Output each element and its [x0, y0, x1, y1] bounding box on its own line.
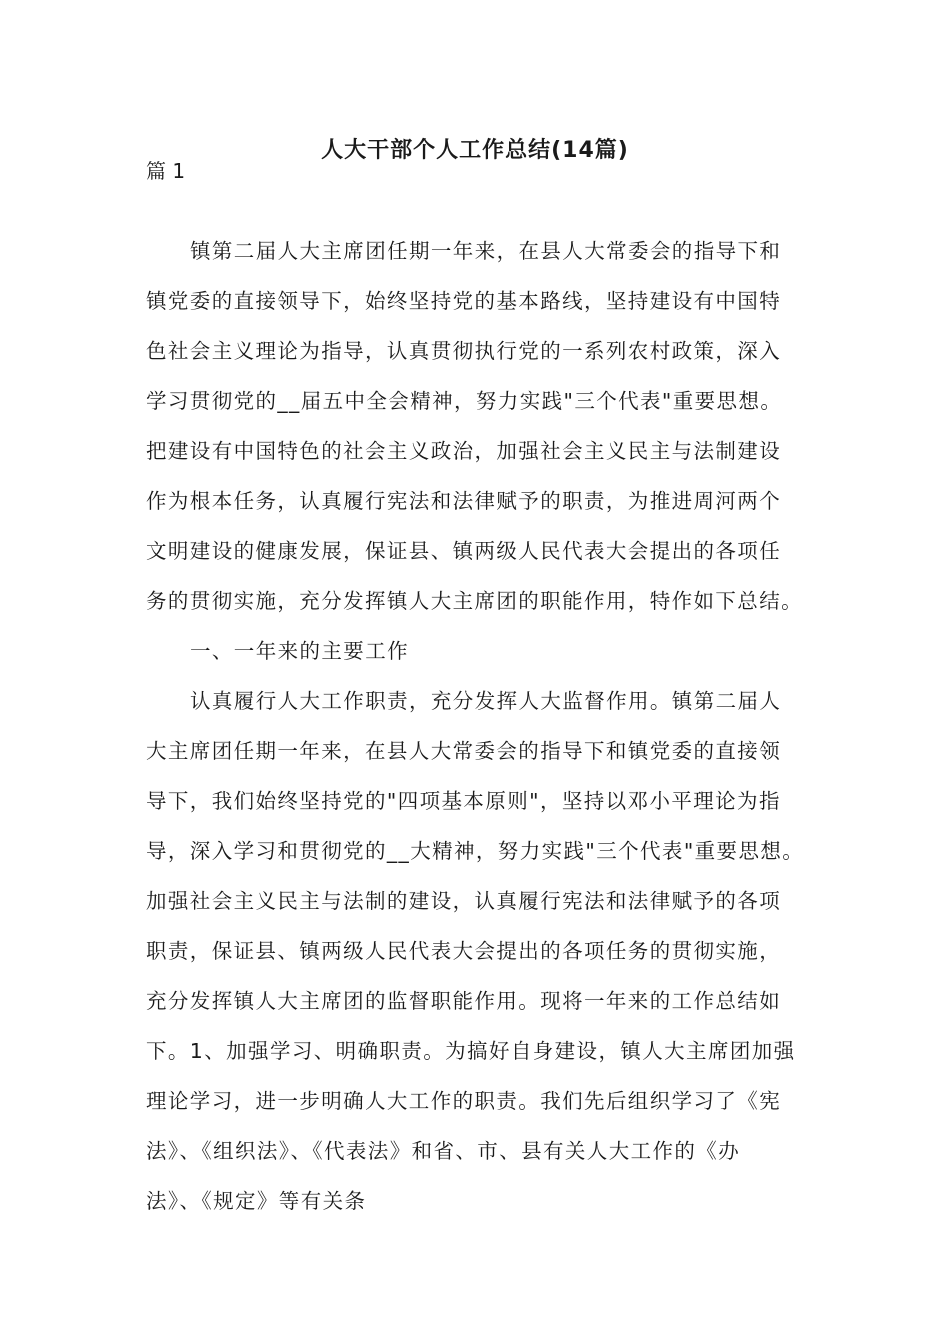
- section-heading: 一、一年来的主要工作: [190, 639, 409, 663]
- paragraph-line: 认真履行人大工作职责，充分发挥人大监督作用。镇第二届人: [190, 689, 782, 713]
- paragraph-line: 把建设有中国特色的社会主义政治，加强社会主义民主与法制建设: [146, 439, 782, 463]
- paragraph-line: 法》、《组织法》、《代表法》和省、市、县有关人大工作的《办: [146, 1139, 741, 1163]
- paragraph-line: 作为根本任务，认真履行宪法和法律赋予的职责，为推进周河两个: [146, 489, 782, 513]
- paragraph-line: 理论学习，进一步明确人大工作的职责。我们先后组织学习了《宪: [146, 1089, 782, 1113]
- paragraph-line: 加强社会主义民主与法制的建设，认真履行宪法和法律赋予的各项: [146, 889, 782, 913]
- paragraph-line: 务的贯彻实施，充分发挥镇人大主席团的职能作用，特作如下总结。: [146, 589, 803, 613]
- section-label: 篇 1: [146, 159, 186, 183]
- paragraph-line: 下。1、加强学习、明确职责。为搞好自身建设，镇人大主席团加强: [146, 1039, 796, 1063]
- document-body: [146, 232, 826, 1232]
- paragraph-line: 文明建设的健康发展，保证县、镇两级人民代表大会提出的各项任: [146, 539, 782, 563]
- paragraph-line: 导，深入学习和贯彻党的__大精神，努力实践"三个代表"重要思想。: [146, 839, 805, 863]
- paragraph-line: 色社会主义理论为指导，认真贯彻执行党的一系列农村政策，深入: [146, 339, 782, 363]
- paragraph-line: 学习贯彻党的__届五中全会精神，努力实践"三个代表"重要思想。: [146, 389, 783, 413]
- paragraph-line: 充分发挥镇人大主席团的监督职能作用。现将一年来的工作总结如: [146, 989, 782, 1013]
- paragraph-line: 大主席团任期一年来，在县人大常委会的指导下和镇党委的直接领: [146, 739, 782, 763]
- paragraph-line: 镇党委的直接领导下，始终坚持党的基本路线，坚持建设有中国特: [146, 289, 782, 313]
- paragraph-line: 导下，我们始终坚持党的"四项基本原则"，坚持以邓小平理论为指: [146, 789, 781, 813]
- paragraph-line: 法》、《规定》等有关条: [146, 1189, 367, 1213]
- paragraph-line: 镇第二届人大主席团任期一年来，在县人大常委会的指导下和: [190, 239, 782, 263]
- paragraph-line: 职责，保证县、镇两级人民代表大会提出的各项任务的贯彻实施，: [146, 939, 782, 963]
- document-title: 人大干部个人工作总结(14篇): [321, 138, 629, 163]
